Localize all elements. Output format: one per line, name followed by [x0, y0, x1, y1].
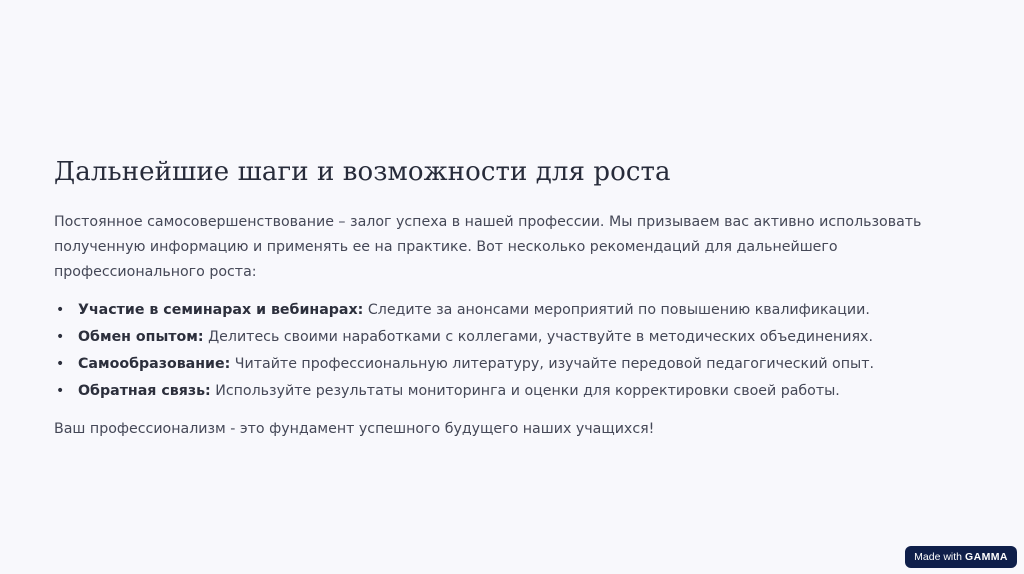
bullet-term: Самообразование: [78, 356, 231, 372]
made-with-gamma-badge[interactable] [905, 546, 1017, 568]
bullet-text: Читайте профессиональную литературу, изучайте передовой педагогический опыт. [230, 356, 874, 372]
list-item [54, 378, 974, 405]
bullet-icon: • [56, 383, 65, 399]
bullet-icon: • [56, 302, 65, 318]
list-item [54, 351, 974, 378]
bullet-term: Обмен опытом: [78, 329, 204, 345]
list-item [54, 297, 974, 324]
list-item [54, 324, 974, 351]
bullet-icon: • [56, 329, 65, 345]
bullet-icon: • [56, 356, 65, 372]
bullet-text: Делитесь своими наработками с коллегами, участвуйте в методических объединениях. [203, 329, 873, 345]
bullet-term: Участие в семинарах и вебинарах: [78, 302, 364, 318]
slide-title: Дальнейшие шаги и возможности для роста [54, 157, 671, 187]
bullet-text: Следите за анонсами мероприятий по повышению квалификации. [363, 302, 870, 318]
bullet-term: Обратная связь: [78, 383, 211, 399]
closing-paragraph: Ваш профессионализм - это фундамент успешного будущего наших учащихся! [54, 421, 655, 437]
intro-paragraph: Постоянное самосовершенствование – залог успеха в нашей профессии. Мы призываем вас активно использовать полученную информацию и применять ее на практике. Вот несколько рекомендаций для дальнейшего профессионального роста: [54, 214, 922, 280]
badge-prefix: Made with [914, 551, 963, 563]
gamma-logo: GAMMA [965, 551, 1008, 563]
recommendations-list [54, 297, 974, 405]
slide-content [54, 152, 974, 442]
bullet-text: Используйте результаты мониторинга и оценки для корректировки своей работы. [210, 383, 840, 399]
